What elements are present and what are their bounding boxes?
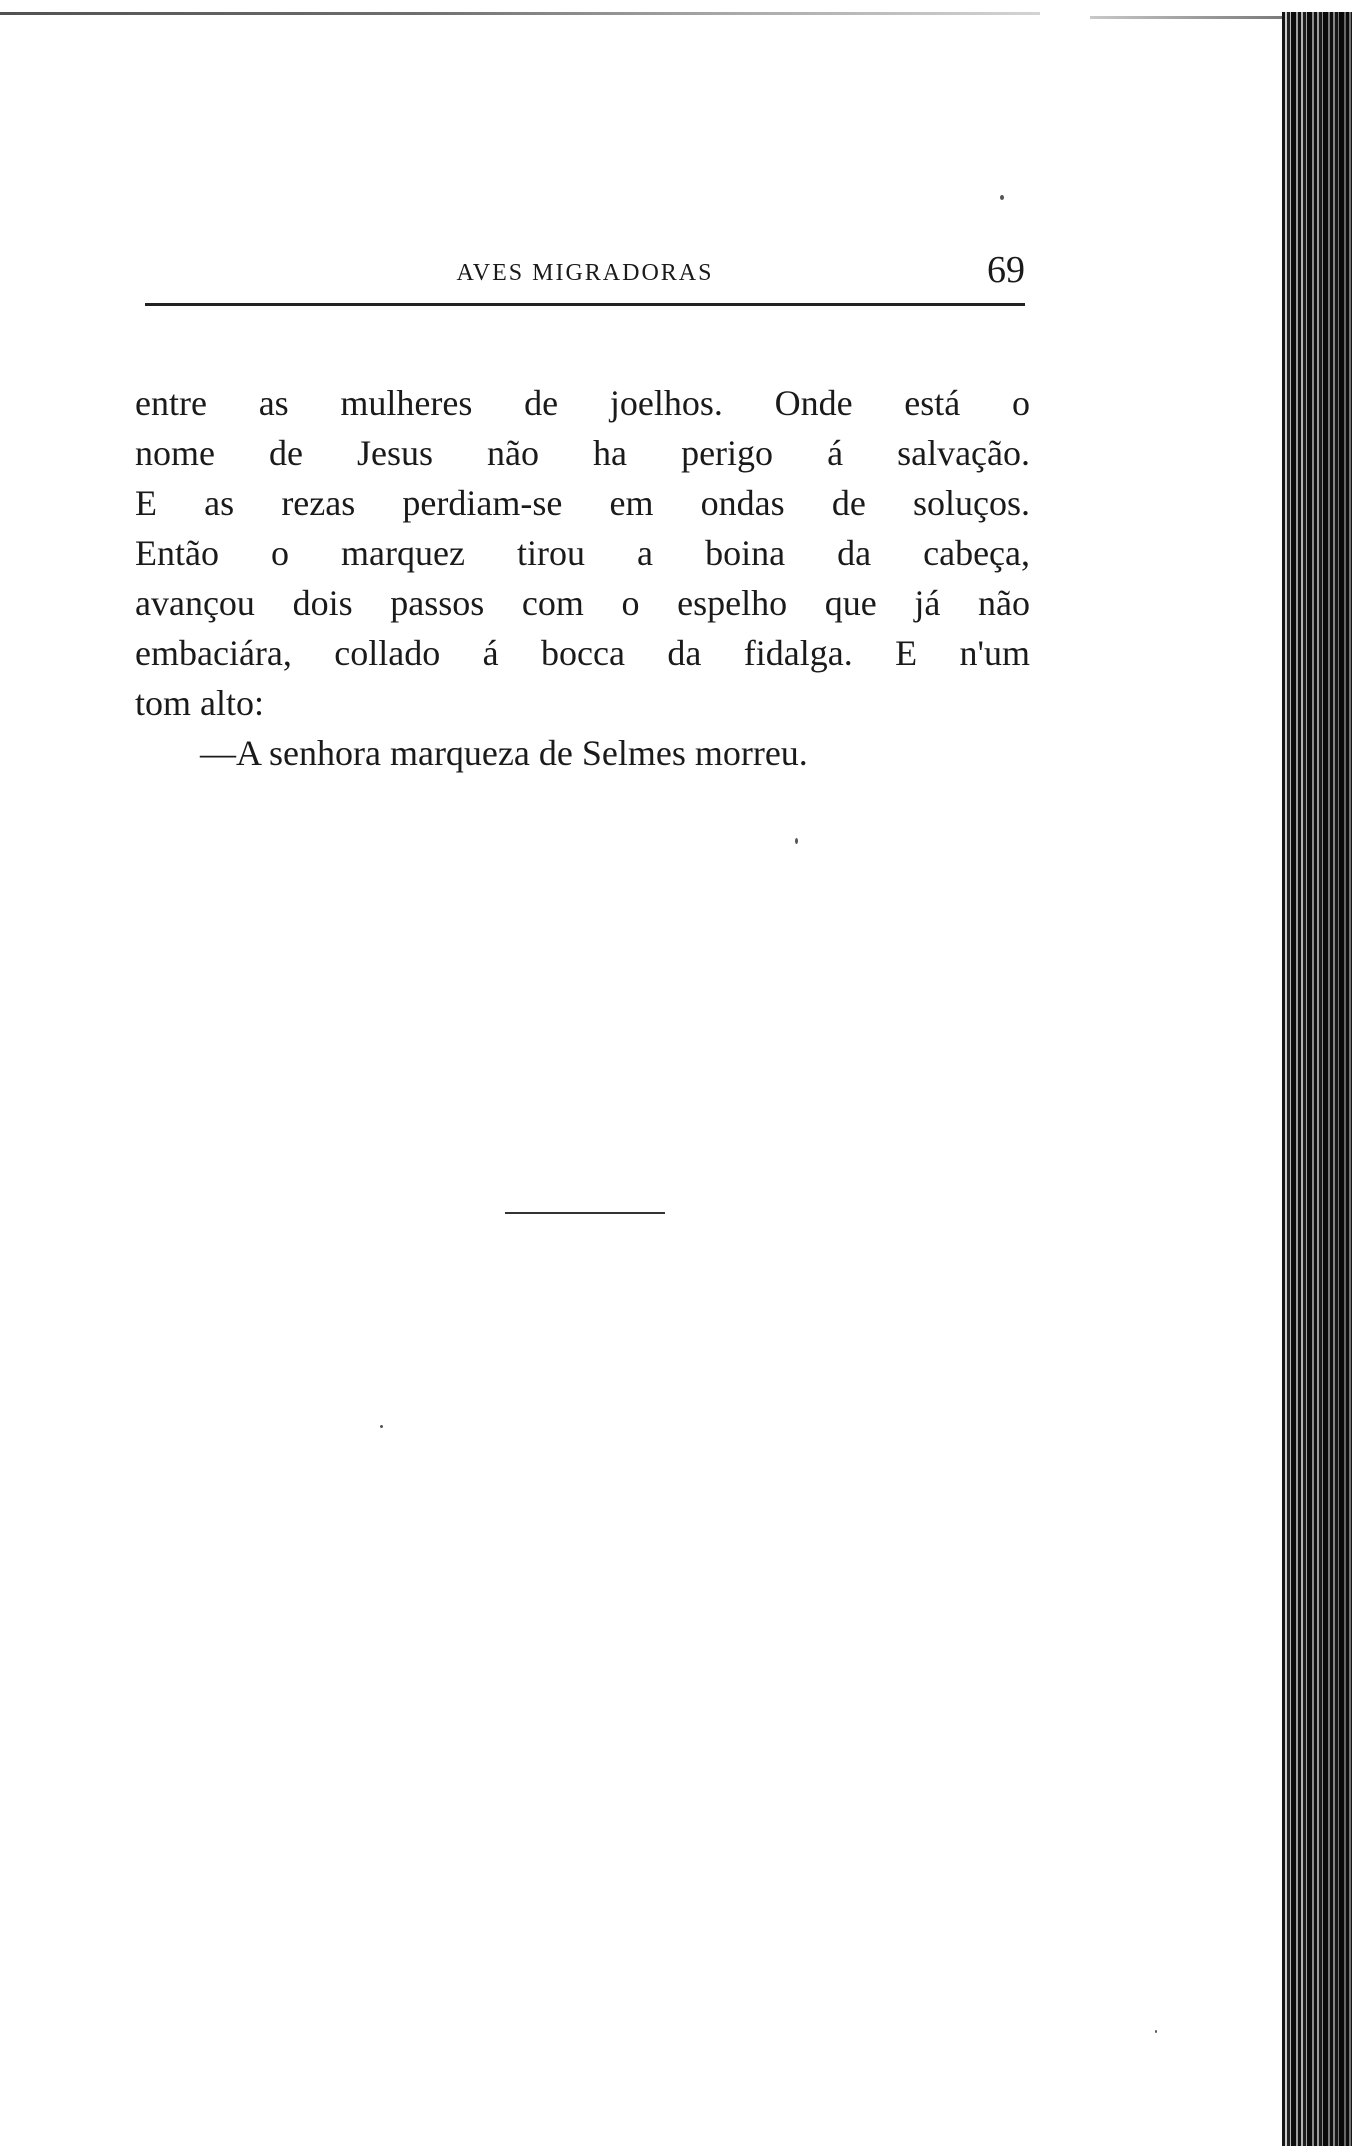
- text-line: tom alto:: [135, 683, 264, 723]
- page-number: 69: [987, 249, 1025, 291]
- paper-speck: [1000, 195, 1004, 200]
- text-line: nome de Jesus não ha perigo á salvação.: [135, 433, 1030, 473]
- paper-speck: [795, 838, 798, 844]
- book-binding-edge: [1282, 12, 1352, 2146]
- page-top-edge-right: [1090, 16, 1290, 19]
- text-line: entre as mulheres de joelhos. Onde está o: [135, 383, 1030, 423]
- paper-speck: [1155, 2030, 1157, 2033]
- text-line: E as rezas perdiam-se em ondas de soluços.: [135, 483, 1030, 523]
- text-line: embaciára, collado á bocca da fidalga. E n'um: [135, 633, 1030, 673]
- running-title: AVES MIGRADORAS: [456, 260, 714, 286]
- running-header: [145, 248, 1025, 298]
- text-line: Então o marquez tirou a boina da cabeça,: [135, 533, 1030, 573]
- chapter-end-rule: [505, 1212, 665, 1214]
- text-line: avançou dois passos com o espelho que já não: [135, 583, 1030, 623]
- header-rule: [145, 303, 1025, 306]
- body-text: [135, 378, 1030, 778]
- dialogue-line: —A senhora marqueza de Selmes morreu.: [200, 733, 808, 773]
- paper-speck: [380, 1425, 383, 1428]
- page-top-edge: [0, 12, 1040, 15]
